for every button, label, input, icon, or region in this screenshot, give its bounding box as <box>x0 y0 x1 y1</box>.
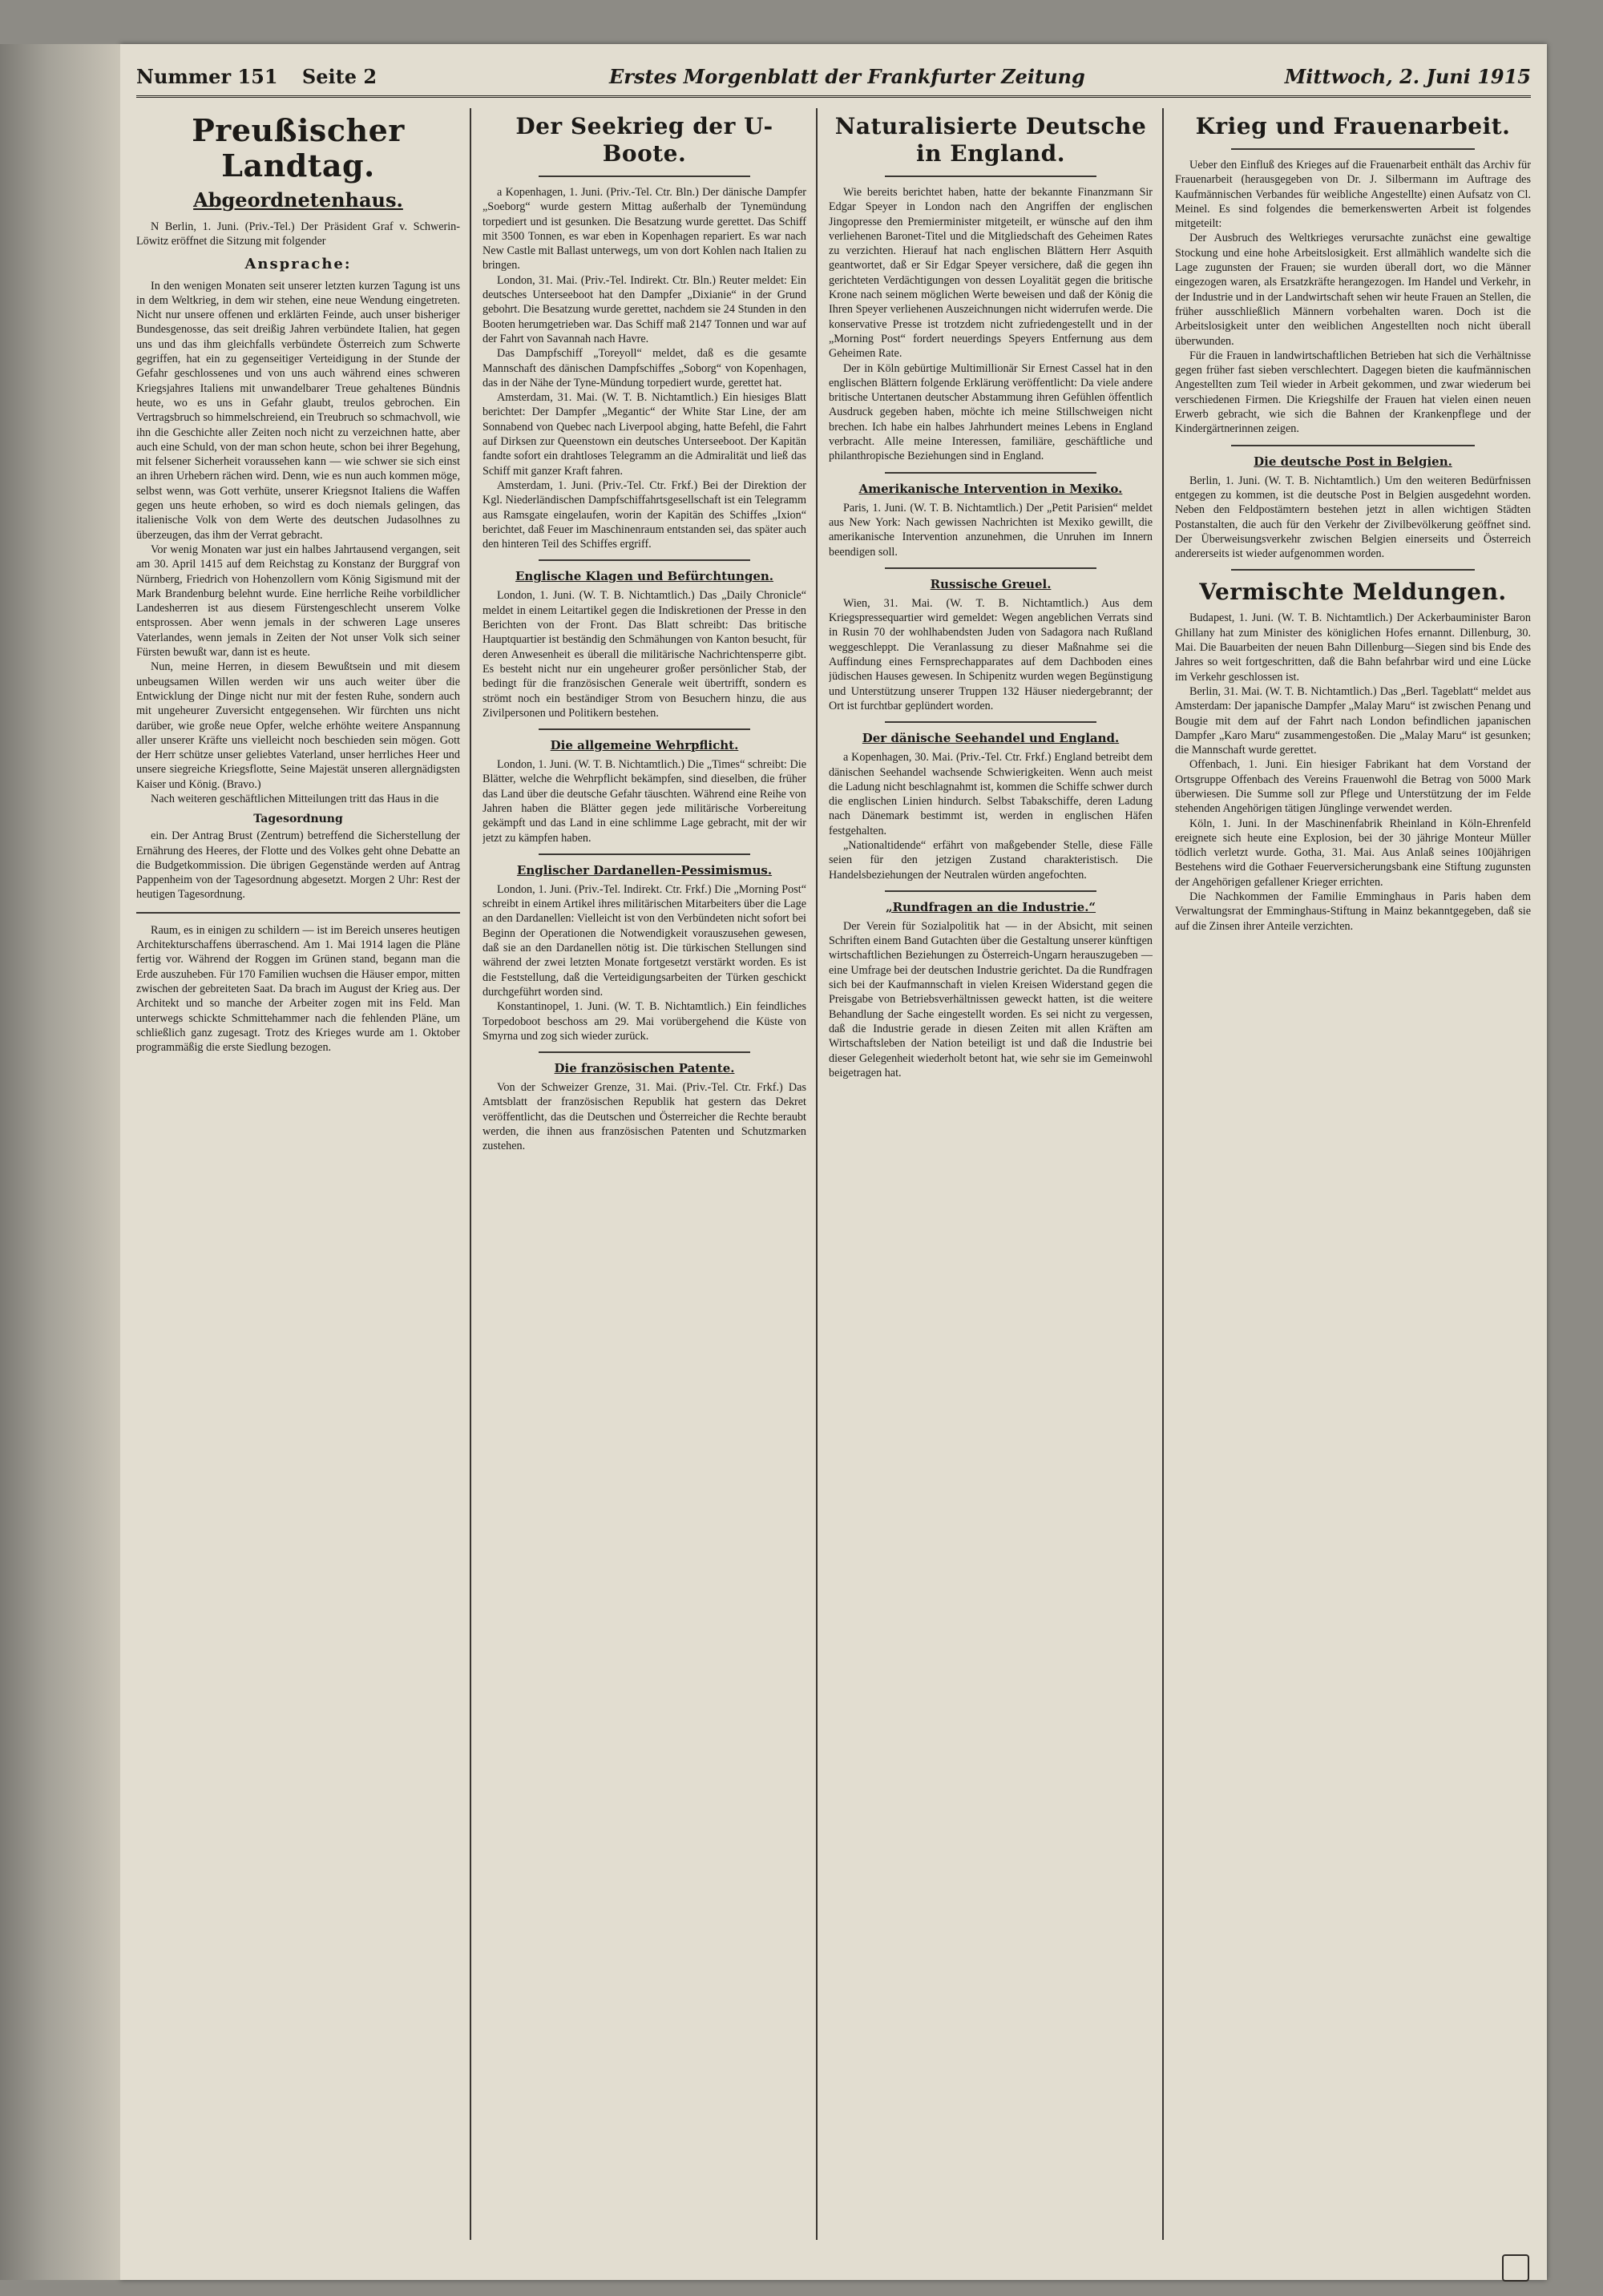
section-heading-tagesordnung: Tagesordnung <box>253 813 343 826</box>
article-title-patente: Die französischen Patente. <box>554 1061 735 1076</box>
article-paragraph: Offenbach, 1. Juni. Ein hiesiger Fabrikant hat dem Vorstand der Ortsgruppe Offenbach des Vereins Frauenwohl die Betrag von 5000 Mark überwiesen. Die Summe soll zur Pflege und Unterstützung der im Felde stehenden Angehörigen tätigen Jünglinge verwendet werden. <box>1175 758 1531 816</box>
column-1 <box>136 108 460 2240</box>
column-rule <box>816 108 818 2240</box>
article-title-mexiko: Amerikanische Intervention in Mexiko. <box>858 481 1123 496</box>
article-paragraph: Für die Frauen in landwirtschaftlichen Betrieben hat sich die Verhältnisse gegen früher fast sieben verschlechtert. Dagegen bieten die kaufmännischen Angestellten zum Teil wieder in Arbeit gekommen, und zwar wiederum bei verschiedenen Firmen. Die Kriegshilfe der Frauen hat vielen einen neuen Erwerb gebracht, wie sich die Bahnen der Krankenpflege und der Kindergärtnerinnen zeigen. <box>1175 349 1531 436</box>
article-title-wehrpflicht: Die allgemeine Wehrpflicht. <box>550 738 739 753</box>
divider <box>1231 569 1475 571</box>
article-paragraph: Nun, meine Herren, in diesem Bewußtsein und mit diesem unbeugsamen Willen werden wir uns auch weiter über die Entwicklung der Dinge nicht nur mit der festen Ruhe, sondern auch mit ungeheurer Zuversicht entgegensehen. Wir fürchten uns nicht darüber, wie große neue Opfer, welche erhöhte weitere Anspannung aller unserer Kräfte uns vielleicht noch beschieden sein mögen. Gott der Herr schütze unser geliebtes Vaterland, unser herrliches Heer und unsere siegreiche Kriegsflotte, Seine Majestät unseren allergnädigsten Kaiser und König. (Bravo.) <box>136 660 460 791</box>
article-paragraph: Die Nachkommen der Familie Emminghaus in Paris haben dem Verwaltungsrat der Emminghaus-Stiftung in Mainz bekanntgegeben, daß sie auf die Zinsen ihrer Anteile verzichten. <box>1175 890 1531 933</box>
article-paragraph: Von der Schweizer Grenze, 31. Mai. (Priv.-Tel. Ctr. Frkf.) Das Amtsblatt der französischen Republik hat gestern das Dekret veröffentlicht, das die Deutschen und Österreicher die Rechte beraubt werden, die ihnen aus französischen Patenten und Schutzmarken zustehen. <box>483 1081 806 1153</box>
divider <box>1231 148 1475 150</box>
column-2 <box>483 108 806 2240</box>
article-paragraph: London, 31. Mai. (Priv.-Tel. Indirekt. Ctr. Bln.) Reuter meldet: Ein deutsches Unterseeboot hat den Dampfer „Dixianie“ in der Grund gebohrt. Die Besatzung wurde gerettet, nachdem sie 24 Stunden in den Booten herumgetrieben war. Das Schiff maß 2147 Tonnen und war auf der Fahrt von Savannah nach Havre. <box>483 273 806 345</box>
article-title-landtag: Preußischer Landtag. <box>192 112 405 184</box>
article-paragraph: Der in Köln gebürtige Multimillionär Sir Ernest Cassel hat in den englischen Blättern folgende Erklärung veröffentlicht: Da viele andere britische Untertanen deutscher Abstammung ihren Gefühlen öffentlich Ausdruck gegeben haben, möchte ich meine Stillschweigen nicht brechen. Ich habe ein halbes Jahrhundert meines Lebens in England verbracht. Alle meine Interessen, familiäre, geschäftliche und philanthropische Beziehungen sind in England. <box>829 361 1153 463</box>
article-paragraph: London, 1. Juni. (W. T. B. Nichtamtlich.) Die „Times“ schreibt: Die Blätter, welche die Wehrpflicht bekämpfen, sind dieselben, die früher das Land über die deutsche Gefahr täuschten. Während eine Reihe von Jahren haben die Blätter gegen jede militärische Vorbereitung gekämpft und das Land in eine schlimme Lage gebracht, mit der wir jetzt zu kämpfen haben. <box>483 758 806 845</box>
column-4 <box>1175 108 1531 2240</box>
article-title-greuel: Russische Greuel. <box>930 576 1052 591</box>
article-title-post-belgien: Die deutsche Post in Belgien. <box>1254 454 1452 469</box>
article-paragraph: Amsterdam, 1. Juni. (Priv.-Tel. Ctr. Frkf.) Bei der Direktion der Kgl. Niederländischen Dampfschiffahrtsgesellschaft ist ein Telegramm aus Ramsgate eingelaufen, worin der Kapitän des Schiffes „Ixion“ berichtet, daß Feuer im Maschinenraum entstanden sei, das später auch den hinteren Teil des Schiffes ergriff. <box>483 478 806 551</box>
article-paragraph: Berlin, 31. Mai. (W. T. B. Nichtamtlich.) Das „Berl. Tageblatt“ meldet aus Amsterdam: Der japanische Dampfer „Malay Maru“ ist zwischen Penang und Bougie mit dem auf der Fahrt nach London befindlichen japanischen Dampfer „Karo Maru“ zusammengestoßen. Die „Malay Maru“ ist gesunken; die Mannschaft wurde gerettet. <box>1175 684 1531 757</box>
archive-stamp-icon <box>1502 2254 1529 2282</box>
issue-date: Mittwoch, 2. Juni 1915 <box>1284 65 1531 88</box>
article-paragraph: a Kopenhagen, 30. Mai. (Priv.-Tel. Ctr. Frkf.) England betreibt dem dänischen Seehandel wachsende Schwierigkeiten. Wenn auch meist die Ladung nicht beschlagnahmt ist, kommen die Schiffe schwer durch die englischen Linien hindurch. Selbst Tabakschiffe, deren Ladung nach Dänemark bestimmt ist, werden in englischen Häfen festgehalten. <box>829 751 1153 837</box>
article-paragraph: Der Verein für Sozialpolitik hat — in der Absicht, mit seinen Schriften einem Band Gutachten über die Gestaltung unserer künftigen wirtschaftlichen Beziehungen zu Österreich-Ungarn herauszugeben — eine Umfrage bei der deutschen Industrie gerichtet. Da die Rundfragen sich bei der Kaufmannschaft in vielen Kreisen Widerstand gegen die Preisgabe von Betriebsverhältnissen geweckt hatten, ist die weitere Behandlung der Sache eingestellt worden. Es sei nicht zu vergessen, daß die Industrie gerade in diesen Zeiten mit allen Kräften am Wirtschaftsleben der Nation beteiligt ist und daß die Industrie bei dieser Gelegenheit wiederholt betont hat, wie sehr sie im Gemeinwohl beigetragen hat. <box>829 919 1153 1079</box>
newspaper-name: Erstes Morgenblatt der Frankfurter Zeitung <box>609 65 1085 88</box>
article-paragraph: Nach weiteren geschäftlichen Mitteilungen tritt das Haus in die <box>151 792 439 805</box>
divider <box>885 472 1096 474</box>
article-title-klagen: Englische Klagen und Befürchtungen. <box>515 569 774 584</box>
article-title-vermischte: Vermischte Meldungen. <box>1199 579 1507 606</box>
column-3 <box>829 108 1153 2240</box>
page-header <box>136 59 1531 98</box>
divider <box>885 567 1096 569</box>
page-number: Seite 2 <box>301 65 378 88</box>
divider <box>539 176 750 177</box>
article-paragraph: Berlin, 1. Juni. (W. T. B. Nichtamtlich.) Um den weiteren Bedürfnissen entgegen zu kommen, ist die deutsche Post in Belgien ausgedehnt worden. Neben den Feldpostämtern bestehen jetzt in allen wichtigen Städten Postanstalten, die auch für den Verkehr der Zivilbevölkerung geöffnet sind. Der Überweisungsverkehr zwischen Belgien einerseits und Österreich andererseits ist wieder aufgenommen worden. <box>1175 474 1531 561</box>
article-title-rundfragen: „Rundfragen an die Industrie.“ <box>885 899 1096 914</box>
article-paragraph: „Nationaltidende“ erfährt von maßgebender Stelle, diese Fälle seien für den jetzigen Zustand charakteristisch. Die Handelsbeziehungen der Neutralen würden angefochten. <box>829 838 1153 882</box>
divider <box>885 890 1096 892</box>
divider <box>136 912 460 914</box>
article-paragraph: Ueber den Einfluß des Krieges auf die Frauenarbeit enthält das Archiv für Frauenarbeit (herausgegeben von Dr. J. Silbermann im Auftrage des Kaufmännischen Verbandes für weibliche Angestellte) einen Aufsatz von Cl. Meinel. Es sind folgendes die bemerkenswerten Arbeit ist folgendes mitgeteilt: <box>1175 159 1531 231</box>
article-subtitle: Abgeordnetenhaus. <box>193 188 403 212</box>
article-paragraph: Das Dampfschiff „Toreyoll“ meldet, daß es die gesamte Mannschaft des dänischen Dampfschiffes „Soborg“ von Kopenhagen, das in der Nähe der Tyne-Mündung torpediert wurde, gerettet hat. <box>483 347 806 389</box>
article-title-seekrieg: Der Seekrieg der U-Boote. <box>515 113 773 167</box>
article-title-dardanellen: Englischer Dardanellen-Pessimismus. <box>516 862 773 878</box>
article-paragraph: Wien, 31. Mai. (W. T. B. Nichtamtlich.) Aus dem Kriegspressequartier wird gemeldet: Wegen angeblichen Verrats sind in Rusin 70 der wohlhabendsten Juden von Sadagora nach Rußland weggeschleppt. Die Veranlassung zu dieser Maßnahme sei die Auffindung eines Fernsprechapparates auf dem Dachboden eines jüdischen Hauses gewesen. In Schipenitz wurden wegen Begünstigung und Unterstützung unserer Truppen 132 Häuser niedergebrannt; der Ort ist furchtbar geplündert worden. <box>829 596 1153 712</box>
divider <box>1231 445 1475 446</box>
article-paragraph: London, 1. Juni. (Priv.-Tel. Indirekt. Ctr. Frkf.) Die „Morning Post“ schreibt in einem Artikel ihres militärischen Mitarbeiters über die Lage an den Dardanellen: Vielleicht ist von den Verbündeten nicht sofort bei Beginn der Operationen die Notwendigkeit vorauszusehen gewesen, daß sie an den Dardanellen nötig ist. Die türkischen Stellungen sind während der zwei letzten Monate fortgesetzt verstärkt worden. Es ist die Feststellung, daß die Verteidigungsarbeiten der Türken geschickt durchgeführt worden sind. <box>483 882 806 999</box>
article-paragraph: Amsterdam, 31. Mai. (W. T. B. Nichtamtlich.) Ein hiesiges Blatt berichtet: Der Dampfer „Megantic“ der White Star Line, der am Sonnabend von Quebec nach Liverpool abging, hatte Befehl, die Fahrt auf Dirksen zur Queenstown ein deutsches Unterseeboot. Der Kapitän fandte sofort ein drahtloses Telegramm an die Admiralität und ließ das Schiff mit ganzer Kraft fahren. <box>483 391 806 478</box>
divider <box>539 853 750 855</box>
article-paragraph: Paris, 1. Juni. (W. T. B. Nichtamtlich.) Der „Petit Parisien“ meldet aus New York: Nach gewissen Nachrichten ist Mexiko gewillt, die amerikanische Intervention anzunehmen, die Unruhen im Innern beendigen soll. <box>829 501 1153 559</box>
divider <box>539 1051 750 1053</box>
article-paragraph: ein. Der Antrag Brust (Zentrum) betreffend die Sicherstellung der Ernährung des Heeres, der Flotte und des Volkes geht ohne Debatte an die Budgetkommission. Die übrigen Gegenstände werden auf Antrag Pappenheim von der Tagesordnung abgesetzt. Morgen 2 Uhr: Rest der heutigen Tagesordnung. <box>136 829 460 902</box>
divider <box>885 176 1096 177</box>
article-title-naturalisierte: Naturalisierte Deutsche in England. <box>834 113 1147 167</box>
article-paragraph: Köln, 1. Juni. In der Maschinenfabrik Rheinland in Köln-Ehrenfeld ereignete sich heute eine Explosion, bei der 30 jährige Monteur Müller tödlich verletzt wurde. Gotha, 31. Mai. Aus Anlaß seines 100jährigen Bestehens wird die Gothaer Feuerversicherungsbank eine Stiftung zugunsten der Angehörigen gefallener Krieger errichten. <box>1175 817 1531 889</box>
article-paragraph: a Kopenhagen, 1. Juni. (Priv.-Tel. Ctr. Bln.) Der dänische Dampfer „Soeborg“ wurde gestern Mittag außerhalb der Tynemündung torpediert und ist gesunken. Die Besatzung wurde gerettet. Das Schiff mit 3500 Tonnen, es war eben in Kopenhagen repariert. Es war nach New Castle mit Ballast unterwegs, um von dort Kohlen nach Italien zu bringen. <box>483 186 806 272</box>
column-rule <box>470 108 471 2240</box>
newspaper-page <box>120 44 1547 2280</box>
article-paragraph: Budapest, 1. Juni. (W. T. B. Nichtamtlich.) Der Ackerbauminister Baron Ghillany hat zum Minister des königlichen Hofes ernannt. Dillenburg, 30. Mai. Die Bauarbeiten der neuen Bahn Dillenburg—Siegen sind bis Ende des Jahres so weit fortgeschritten, daß die Bahn befahrbar wird und eine Lücke im Verkehr geschlossen ist. <box>1175 611 1531 684</box>
article-paragraph: Vor wenig Monaten war just ein halbes Jahrtausend vergangen, seit am 30. April 1415 auf dem Reichstag zu Konstanz der Burggraf von Nürnberg, Friedrich von Hohenzollern vom König Sigismund mit der Mark Brandenburg belehnt wurde. Eine herrliche Reihe vorbildlicher Landesherren ist aus diesem Fürstengeschlecht unserem Volke entsprossen. Aber wenn jemals in der schweren Lage unseres Vaterlandes, wenn jemals in Zeiten der Not unser Volk sich seiner Fürsten bewußt war, dann ist es heute. <box>136 543 460 660</box>
article-paragraph: Der Ausbruch des Weltkrieges verursachte zunächst eine gewaltige Stockung und eine hohe Arbeitslosigkeit. Erst allmählich wandelte sich die Lage zugunsten der Frauen; sie wurden überall dort, wo die Männer eingezogen waren, als Ersatzkräfte herangezogen. Im Handel und Verkehr, in der Industrie und in der Landwirtschaft sehen wir heute Frauen an Stellen, die früher ausschließlich Männern vorbehalten waren. Doch ist die Arbeitslosigkeit unter den weiblichen Angestellten noch nicht überall überwunden. <box>1175 232 1531 348</box>
issue-number: Nummer 151 <box>136 65 278 88</box>
divider <box>539 728 750 730</box>
article-paragraph: In den wenigen Monaten seit unserer letzten kurzen Tagung ist uns in dem Weltkrieg, in dem wir stehen, eine neue Wendung eingetreten. Nicht nur unsere offenen und erklärten Feinde, auch unser bisheriger Bundesgenosse, das seit dreißig Jahren verbündete Italien, hat gegen uns und das ihm gleichfalls verbündete Österreich zum Schwerte gegriffen, hat ein zu gegenseitiger Verteidigung in der Stunde der Gefahr geschlossenes und von uns auch während eines schweren Kriegsjahres Italiens mit unwandelbarer Treue gehaltenes Bündnis heute, wo es uns in Gefahr glaubt, treulos gebrochen. Ein Vertragsbruch so himmelschreiend, ein Treubruch so schmachvoll, wie ihn die Geschichte aller Zeiten noch nicht zu verzeichnen hatte, aber auch eine Schuld, von der man schon heute, schon bei ihrer Begehung, mit felsener Sicherheit voraussehen kann — wie schwer sie sich einst an ihren Urhebern rächen wird. Denn, wie es nun auch kommen möge, selbst wenn, was Gott verhüte, unserer Kriegsnot Italiens die Waffen gegen uns heute erhoben, so wird es doch niemals gelingen, das italienische Volk von dem Werte des deutschen Judasolhnes zu überzeugen, das ihm der Verrat gebracht. <box>136 279 460 542</box>
divider <box>539 559 750 561</box>
article-paragraph: London, 1. Juni. (W. T. B. Nichtamtlich.) Das „Daily Chronicle“ meldet in einem Leitartikel gegen die Indiskretionen der Presse in den Berichten von der Front. Das Blatt schreibt: Das britische Hauptquartier ist beständig den Schmähungen von Kanton besucht, für deren Anwesenheit es überall die militärische Nachrichtensperre gibt. Es besteht nicht nur ein ungeheurer großer persönlicher Stab, der bedingt für die französischen Generale weit übertrifft, sondern es strömt noch ein beständiger Strom von Besuchern hinzu, die aus Zivilpersonen und Politikern bestehen. <box>483 589 806 720</box>
article-paragraph: Wie bereits berichtet haben, hatte der bekannte Finanzmann Sir Edgar Speyer in London nach den Angriffen der englischen Jingopresse den Premierminister mitgeteilt, er wünsche auf den ihm verliehenen Baronet-Titel und die Mitgliedschaft des Geheimen Rates zu verzichten. Hierauf hat nach englischen Blättern Herr Asquith geantwortet, daß er Sir Edgar Speyer versichere, daß die gegen ihn gerichteten Verdächtigungen von dessen Loyalität gegen die britische Krone nach seinem möglichen Werte beweisen und daß der König die Ihren Speyer verliehenen Auszeichnungen nicht widerrufen werde. Die konservative Presse ist trotzdem nicht zufriedengestellt und in der „Morning Post“ fordert neuerdings Speyers Entfernung aus dem Geheimen Rate. <box>829 186 1153 361</box>
article-paragraph: Raum, es in einigen zu schildern — ist im Bereich unseres heutigen Architekturschaffens überraschend. Am 1. Mai 1914 lagen die Pläne fertig vor. Während der Roggen im Grünen stand, begann man die Erde auszuheben. Für 170 Familien wuchsen die Häuser empor, mitten zwischen der gebreiteten Saat. Da brach im August der Krieg aus. Der Architekt und so manche der Arbeiter zogen mit ins Feld. Man unterwegs schickte Schmittehammer nach die fehlenden Pläne, um schließlich ganz zugesagt. Trotz des Krieges wurde am 1. Oktober programmäßig die erste Siedlung bezogen. <box>136 923 460 1055</box>
column-rule <box>1162 108 1164 2240</box>
article-title-seehandel: Der dänische Seehandel und England. <box>862 731 1120 746</box>
divider <box>885 721 1096 723</box>
article-title-frauenarbeit: Krieg und Frauenarbeit. <box>1195 113 1511 139</box>
issue-info <box>136 65 394 88</box>
article-paragraph: N Berlin, 1. Juni. (Priv.-Tel.) Der Präsident Graf v. Schwerin-Löwitz eröffnet die Sitzung mit folgender <box>136 220 460 248</box>
article-paragraph: Konstantinopel, 1. Juni. (W. T. B. Nichtamtlich.) Ein feindliches Torpedoboot beschoss am 29. Mai vorübergehend die Küste von Smyrna und zog sich wieder zurück. <box>483 1000 806 1043</box>
section-heading-ansprache: Ansprache: <box>244 255 352 272</box>
